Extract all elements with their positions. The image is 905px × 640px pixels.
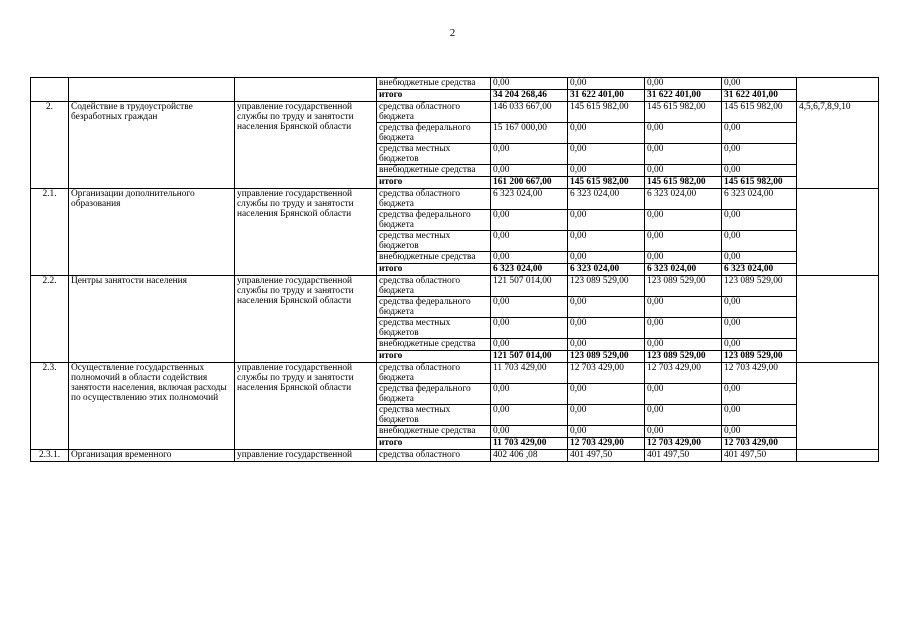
amount-cell: 0,00 bbox=[722, 426, 797, 438]
executor-name bbox=[235, 78, 377, 102]
amount-cell: 0,00 bbox=[568, 78, 645, 90]
table-row bbox=[31, 363, 879, 384]
amount-cell: 0,00 bbox=[568, 318, 645, 339]
funding-source-label: внебюджетные средства bbox=[377, 165, 491, 177]
amount-cell: 145 615 982,00 bbox=[645, 102, 722, 123]
amount-cell: 0,00 bbox=[568, 297, 645, 318]
amount-cell: 401 497,50 bbox=[722, 450, 797, 462]
page-number: 2 bbox=[449, 27, 456, 39]
activity-name bbox=[69, 78, 235, 102]
activity-name: Организация временного bbox=[69, 450, 235, 462]
funding-source-label: средства федерального бюджета bbox=[377, 297, 491, 318]
funding-source-label: внебюджетные средства bbox=[377, 78, 491, 90]
amount-cell: 12 703 429,00 bbox=[645, 363, 722, 384]
amount-cell: 121 507 014,00 bbox=[491, 276, 568, 297]
total-amount: 12 703 429,00 bbox=[568, 438, 645, 450]
amount-cell: 0,00 bbox=[645, 318, 722, 339]
total-amount: 145 615 982,00 bbox=[645, 177, 722, 189]
total-amount: 12 703 429,00 bbox=[645, 438, 722, 450]
total-amount: 6 323 024,00 bbox=[568, 264, 645, 276]
amount-cell: 0,00 bbox=[645, 231, 722, 252]
amount-cell: 0,00 bbox=[568, 252, 645, 264]
amount-cell: 0,00 bbox=[491, 252, 568, 264]
total-amount: 6 323 024,00 bbox=[491, 264, 568, 276]
amount-cell: 0,00 bbox=[491, 231, 568, 252]
target-indicators bbox=[797, 78, 879, 102]
funding-source-label: средства областного бюджета bbox=[377, 276, 491, 297]
amount-cell: 0,00 bbox=[491, 165, 568, 177]
total-amount: 31 622 401,00 bbox=[568, 90, 645, 102]
amount-cell: 0,00 bbox=[645, 123, 722, 144]
activity-name: Содействие в трудоустройстве безработных граждан bbox=[69, 102, 235, 189]
funding-source-label: средства местных бюджетов bbox=[377, 144, 491, 165]
row-number: 2.3.1. bbox=[31, 450, 69, 462]
amount-cell: 0,00 bbox=[491, 297, 568, 318]
amount-cell: 0,00 bbox=[491, 210, 568, 231]
amount-cell: 0,00 bbox=[568, 384, 645, 405]
amount-cell: 401 497,50 bbox=[568, 450, 645, 462]
executor-name: управление государственной службы по труду и занятости населения Брянской области bbox=[235, 102, 377, 189]
row-number: 2.3. bbox=[31, 363, 69, 450]
row-number bbox=[31, 78, 69, 102]
amount-cell: 12 703 429,00 bbox=[568, 363, 645, 384]
amount-cell: 0,00 bbox=[645, 405, 722, 426]
total-amount: 123 089 529,00 bbox=[645, 351, 722, 363]
funding-source-label: внебюджетные средства bbox=[377, 426, 491, 438]
amount-cell: 0,00 bbox=[722, 252, 797, 264]
amount-cell: 0,00 bbox=[491, 339, 568, 351]
amount-cell: 0,00 bbox=[568, 144, 645, 165]
funding-source-label: средства местных бюджетов bbox=[377, 405, 491, 426]
funding-source-label: внебюджетные средства bbox=[377, 252, 491, 264]
amount-cell: 0,00 bbox=[645, 165, 722, 177]
amount-cell: 0,00 bbox=[645, 210, 722, 231]
amount-cell: 0,00 bbox=[722, 144, 797, 165]
funding-source-label: средства федерального бюджета bbox=[377, 123, 491, 144]
amount-cell: 0,00 bbox=[491, 78, 568, 90]
executor-name: управление государственной bbox=[235, 450, 377, 462]
total-amount: 145 615 982,00 bbox=[568, 177, 645, 189]
activity-name: Осуществление государственных полномочий в области содействия занятости населения, включая расходы по осуществлению этих полномочий bbox=[69, 363, 235, 450]
total-amount: 31 622 401,00 bbox=[722, 90, 797, 102]
amount-cell: 0,00 bbox=[568, 339, 645, 351]
total-amount: 6 323 024,00 bbox=[645, 264, 722, 276]
amount-cell: 0,00 bbox=[722, 123, 797, 144]
total-label: итого bbox=[377, 90, 491, 102]
amount-cell: 0,00 bbox=[722, 318, 797, 339]
amount-cell: 6 323 024,00 bbox=[568, 189, 645, 210]
activity-name: Центры занятости населения bbox=[69, 276, 235, 363]
amount-cell: 6 323 024,00 bbox=[645, 189, 722, 210]
target-indicators bbox=[797, 189, 879, 276]
amount-cell: 401 497,50 bbox=[645, 450, 722, 462]
amount-cell: 6 323 024,00 bbox=[491, 189, 568, 210]
amount-cell: 0,00 bbox=[722, 405, 797, 426]
total-amount: 12 703 429,00 bbox=[722, 438, 797, 450]
amount-cell: 0,00 bbox=[491, 384, 568, 405]
amount-cell: 123 089 529,00 bbox=[645, 276, 722, 297]
amount-cell: 0,00 bbox=[568, 210, 645, 231]
table-row bbox=[31, 102, 879, 123]
activity-name: Организации дополнительного образования bbox=[69, 189, 235, 276]
amount-cell: 0,00 bbox=[722, 165, 797, 177]
amount-cell: 0,00 bbox=[568, 405, 645, 426]
row-number: 2.2. bbox=[31, 276, 69, 363]
table-row bbox=[31, 276, 879, 297]
total-amount: 34 204 268,46 bbox=[491, 90, 568, 102]
total-amount: 11 703 429,00 bbox=[491, 438, 568, 450]
total-amount: 123 089 529,00 bbox=[568, 351, 645, 363]
amount-cell: 11 703 429,00 bbox=[491, 363, 568, 384]
total-label: итого bbox=[377, 177, 491, 189]
table-row bbox=[31, 189, 879, 210]
row-number: 2. bbox=[31, 102, 69, 189]
amount-cell: 12 703 429,00 bbox=[722, 363, 797, 384]
amount-cell: 145 615 982,00 bbox=[722, 102, 797, 123]
table-row bbox=[31, 450, 879, 462]
amount-cell: 0,00 bbox=[568, 165, 645, 177]
amount-cell: 123 089 529,00 bbox=[568, 276, 645, 297]
amount-cell: 145 615 982,00 bbox=[568, 102, 645, 123]
amount-cell: 0,00 bbox=[491, 318, 568, 339]
amount-cell: 0,00 bbox=[491, 144, 568, 165]
amount-cell: 0,00 bbox=[645, 252, 722, 264]
amount-cell: 0,00 bbox=[645, 426, 722, 438]
amount-cell: 15 167 000,00 bbox=[491, 123, 568, 144]
amount-cell: 0,00 bbox=[722, 384, 797, 405]
amount-cell: 0,00 bbox=[645, 384, 722, 405]
amount-cell: 0,00 bbox=[645, 144, 722, 165]
amount-cell: 402 406 ,08 bbox=[491, 450, 568, 462]
funding-source-label: средства областного бюджета bbox=[377, 363, 491, 384]
funding-source-label: средства федерального бюджета bbox=[377, 384, 491, 405]
total-amount: 31 622 401,00 bbox=[645, 90, 722, 102]
amount-cell: 0,00 bbox=[568, 123, 645, 144]
funding-source-label: средства федерального бюджета bbox=[377, 210, 491, 231]
total-label: итого bbox=[377, 438, 491, 450]
funding-source-label: внебюджетные средства bbox=[377, 339, 491, 351]
amount-cell: 0,00 bbox=[722, 78, 797, 90]
executor-name: управление государственной службы по труду и занятости населения Брянской области bbox=[235, 363, 377, 450]
amount-cell: 0,00 bbox=[568, 426, 645, 438]
total-amount: 161 200 667,00 bbox=[491, 177, 568, 189]
funding-source-label: средства местных бюджетов bbox=[377, 231, 491, 252]
funding-source-label: средства областного бюджета bbox=[377, 189, 491, 210]
amount-cell: 123 089 529,00 bbox=[722, 276, 797, 297]
amount-cell: 6 323 024,00 bbox=[722, 189, 797, 210]
target-indicators bbox=[797, 363, 879, 450]
amount-cell: 146 033 667,00 bbox=[491, 102, 568, 123]
amount-cell: 0,00 bbox=[722, 231, 797, 252]
table-row bbox=[31, 78, 879, 90]
row-number: 2.1. bbox=[31, 189, 69, 276]
target-indicators bbox=[797, 276, 879, 363]
amount-cell: 0,00 bbox=[722, 210, 797, 231]
funding-source-label: средства местных бюджетов bbox=[377, 318, 491, 339]
amount-cell: 0,00 bbox=[645, 339, 722, 351]
funding-source-label: средства областного бюджета bbox=[377, 102, 491, 123]
total-amount: 6 323 024,00 bbox=[722, 264, 797, 276]
total-amount: 145 615 982,00 bbox=[722, 177, 797, 189]
total-label: итого bbox=[377, 351, 491, 363]
amount-cell: 0,00 bbox=[568, 231, 645, 252]
amount-cell: 0,00 bbox=[491, 405, 568, 426]
total-amount: 121 507 014,00 bbox=[491, 351, 568, 363]
total-label: итого bbox=[377, 264, 491, 276]
amount-cell: 0,00 bbox=[491, 426, 568, 438]
amount-cell: 0,00 bbox=[645, 297, 722, 318]
target-indicators: 4,5,6,7,8,9,10 bbox=[797, 102, 879, 189]
amount-cell: 0,00 bbox=[645, 78, 722, 90]
executor-name: управление государственной службы по труду и занятости населения Брянской области bbox=[235, 189, 377, 276]
budget-table bbox=[30, 77, 879, 462]
total-amount: 123 089 529,00 bbox=[722, 351, 797, 363]
funding-source-label: средства областного bbox=[377, 450, 491, 462]
executor-name: управление государственной службы по труду и занятости населения Брянской области bbox=[235, 276, 377, 363]
amount-cell: 0,00 bbox=[722, 297, 797, 318]
amount-cell: 0,00 bbox=[722, 339, 797, 351]
target-indicators bbox=[797, 450, 879, 462]
